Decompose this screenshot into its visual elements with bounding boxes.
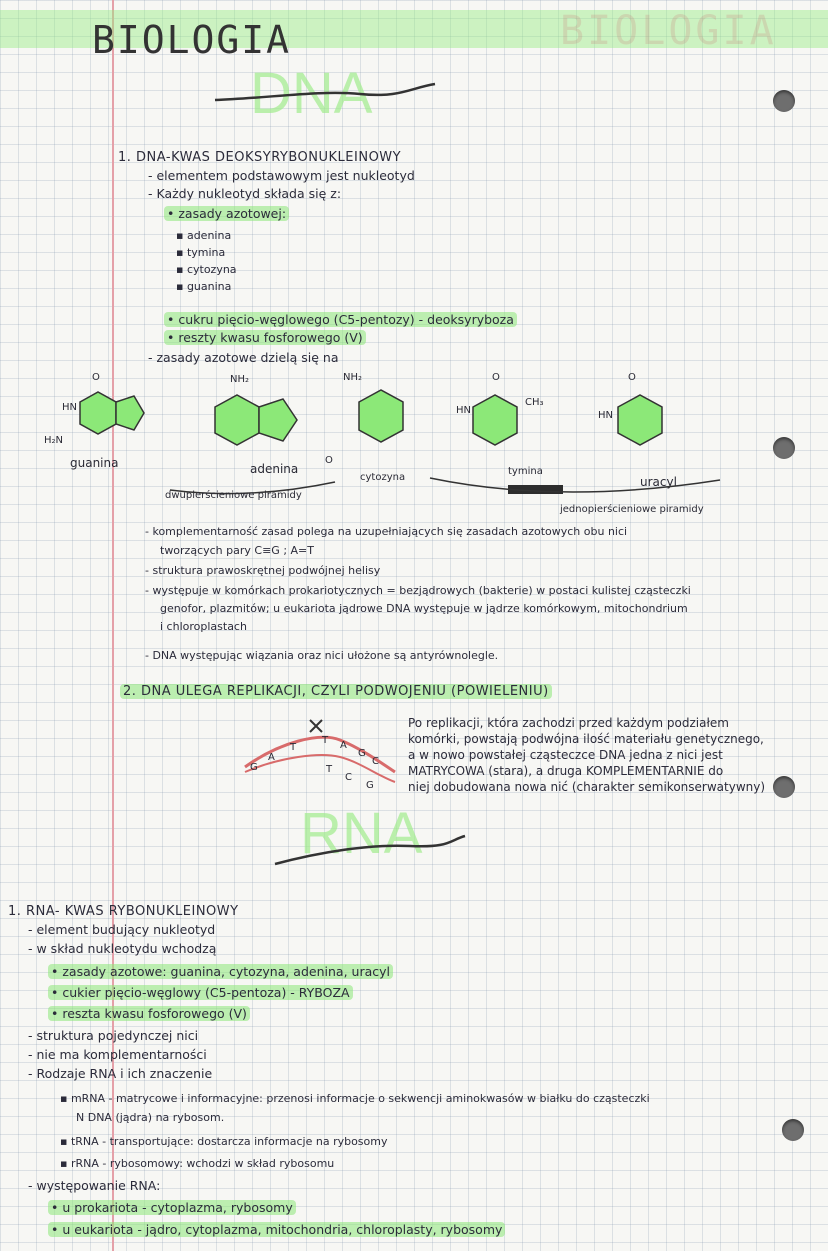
guanina-label: guanina xyxy=(70,456,119,470)
sugar-text: • cukru pięcio-węglowego (C5-pentozy) - deoksyryboza xyxy=(164,312,517,327)
rna-eukariota-text: • u eukariota - jądro, cytoplazma, mitochondria, chloroplasty, rybosomy xyxy=(48,1222,505,1237)
rna-underline-squiggle xyxy=(270,832,470,872)
page-title: BIOLOGIA xyxy=(92,18,292,62)
punch-hole xyxy=(773,437,795,459)
helix-letter: A xyxy=(340,740,347,751)
rna-mrna-2: N DNA (jądra) na rybosom. xyxy=(76,1111,225,1124)
rna-trna: ▪ tRNA - transportujące: dostarcza informacje na rybosomy xyxy=(60,1135,388,1148)
punch-hole xyxy=(782,1119,804,1141)
tymina-o: O xyxy=(492,372,500,383)
replication-text-5: niej dobudowana nowa nić (charakter semikonserwatywny) xyxy=(408,780,766,794)
bleed-through-text: BIOLOGIA xyxy=(560,8,777,54)
helix-letter: A xyxy=(268,752,275,763)
dna-antiparallel: - DNA występując wiązania oraz nici ułożone są antyrównolegle. xyxy=(145,649,499,662)
replication-explanation xyxy=(408,715,818,795)
dna-structure: - struktura prawoskrętnej podwójnej helisy xyxy=(145,564,381,577)
rna-line-7: - nie ma komplementarności xyxy=(28,1047,207,1062)
rna-eukariota xyxy=(48,1222,505,1238)
dna-base-cytozyna: ▪ cytozyna xyxy=(176,263,237,276)
zasady-azotowej-text: • zasady azotowej: xyxy=(164,206,289,221)
dna-base-tymina: ▪ tymina xyxy=(176,246,226,259)
cytozyna-o: O xyxy=(325,455,333,466)
rna-bases-text: • zasady azotowe: guanina, cytozyna, adenina, uracyl xyxy=(48,964,393,979)
guanina-o: O xyxy=(92,372,100,383)
rna-line-4 xyxy=(48,985,353,1001)
rna-phosphate-text: • reszta kwasu fosforowego (V) xyxy=(48,1006,250,1021)
dna-line-sugar xyxy=(164,312,517,328)
adenina-nh2: NH₂ xyxy=(230,374,250,385)
rna-sugar-text: • cukier pięcio-węglowy (C5-pentoza) - RYBOZA xyxy=(48,985,353,1000)
dna-base-guanina: ▪ guanina xyxy=(176,280,232,293)
guanina-structure xyxy=(60,380,160,450)
notebook-margin-line xyxy=(112,0,114,1251)
guanina-h2n: H₂N xyxy=(44,435,64,446)
group-braces xyxy=(160,460,740,510)
phosphate-text: • reszty kwasu fosforowego (V) xyxy=(164,330,366,345)
replication-fork-drawing xyxy=(240,712,400,792)
dna-underline-squiggle xyxy=(210,80,440,110)
cytozyna-nh2: NH₂ xyxy=(343,372,363,383)
helix-letter: T xyxy=(326,764,333,775)
rna-line-6: - struktura pojedynczej nici xyxy=(28,1028,199,1043)
adenina-structure xyxy=(195,385,325,465)
rna-line-2: - w skład nukleotydu wchodzą xyxy=(28,941,217,956)
group-two-ring: dwupierścieniowe piramidy xyxy=(165,490,302,501)
rna-line-8: - Rodzaje RNA i ich znaczenie xyxy=(28,1066,213,1081)
group-one-ring: jednopierścieniowe piramidy xyxy=(560,504,704,515)
dna-line-phosphate xyxy=(164,330,366,346)
dna-occurrence-2: genofor, plazmitów; u eukariota jądrowe DNA występuje w jądrze komórkowym, mitochondrium xyxy=(160,602,688,615)
rna-line-3 xyxy=(48,964,393,980)
rna-section-label: RNA xyxy=(300,801,423,866)
cytozyna-label: cytozyna xyxy=(360,472,406,483)
uracyl-hn: HN xyxy=(598,410,613,421)
dna-section-label: DNA xyxy=(250,61,373,126)
helix-letter: C xyxy=(345,772,352,783)
uracyl-label: uracyl xyxy=(640,475,677,489)
rna-mrna: ▪ mRNA - matrycowe i informacyjne: przenosi informacje o sekwencji aminokwasów w białku do cząsteczki xyxy=(60,1092,650,1105)
replication-heading xyxy=(120,684,552,700)
dna-occurrence-3: i chloroplastach xyxy=(160,620,247,633)
rna-occurrence: - występowanie RNA: xyxy=(28,1178,161,1193)
dna-complementarity: - komplementarność zasad polega na uzupełniających się zasadach azotowych obu nici xyxy=(145,525,628,538)
replication-heading-text: 2. DNA ULEGA REPLIKACJI, CZYLI PODWOJENIU (POWIELENIU) xyxy=(120,684,552,699)
tymina-hn: HN xyxy=(456,405,471,416)
guanina-hn: HN xyxy=(62,402,77,413)
dna-pairs: tworzących pary C≡G ; A=T xyxy=(160,544,314,557)
uracyl-o: O xyxy=(628,372,636,383)
dna-line-3 xyxy=(164,206,289,222)
dna-base-adenina: ▪ adenina xyxy=(176,229,232,242)
rna-heading: 1. RNA- KWAS RYBONUKLEINOWY xyxy=(8,904,239,919)
tymina-label: tymina xyxy=(508,466,543,477)
helix-letter: G xyxy=(250,762,258,773)
rna-prokariota-text: • u prokariota - cytoplazma, rybosomy xyxy=(48,1200,296,1215)
dna-heading: 1. DNA-KWAS DEOKSYRYBONUKLEINOWY xyxy=(118,150,402,165)
uracyl-structure xyxy=(600,385,700,470)
helix-letter: T xyxy=(322,735,329,746)
dna-line-bases-split: - zasady azotowe dzielą się na xyxy=(148,350,339,365)
rna-prokariota xyxy=(48,1200,296,1216)
helix-letter: C xyxy=(372,756,379,767)
replication-text-4: MATRYCOWA (stara), a druga KOMPLEMENTARNIE do xyxy=(408,764,724,778)
rna-line-1: - element budujący nukleotyd xyxy=(28,922,216,937)
adenina-label: adenina xyxy=(250,462,299,476)
tymina-ch3: CH₃ xyxy=(525,397,544,408)
helix-letter: T xyxy=(290,742,297,753)
punch-hole xyxy=(773,90,795,112)
replication-text-2: komórki, powstają podwójna ilość materiału genetycznego, xyxy=(408,732,764,746)
rna-line-5 xyxy=(48,1006,250,1022)
helix-letter: G xyxy=(366,780,374,791)
replication-text-3: a w nowo powstałej cząsteczce DNA jedna z nici jest xyxy=(408,748,723,762)
helix-letter: G xyxy=(358,748,366,759)
rna-rrna: ▪ rRNA - rybosomowy: wchodzi w skład rybosomu xyxy=(60,1157,335,1170)
dna-line-1: - elementem podstawowym jest nukleotyd xyxy=(148,168,415,183)
dna-line-2: - Każdy nukleotyd składa się z: xyxy=(148,186,342,201)
cytozyna-structure xyxy=(345,380,425,470)
replication-text-1: Po replikacji, która zachodzi przed każdym podziałem xyxy=(408,716,729,730)
dna-occurrence-1: - występuje w komórkach prokariotycznych = bezjądrowych (bakterie) w postaci kulistej cząsteczki xyxy=(145,584,691,597)
